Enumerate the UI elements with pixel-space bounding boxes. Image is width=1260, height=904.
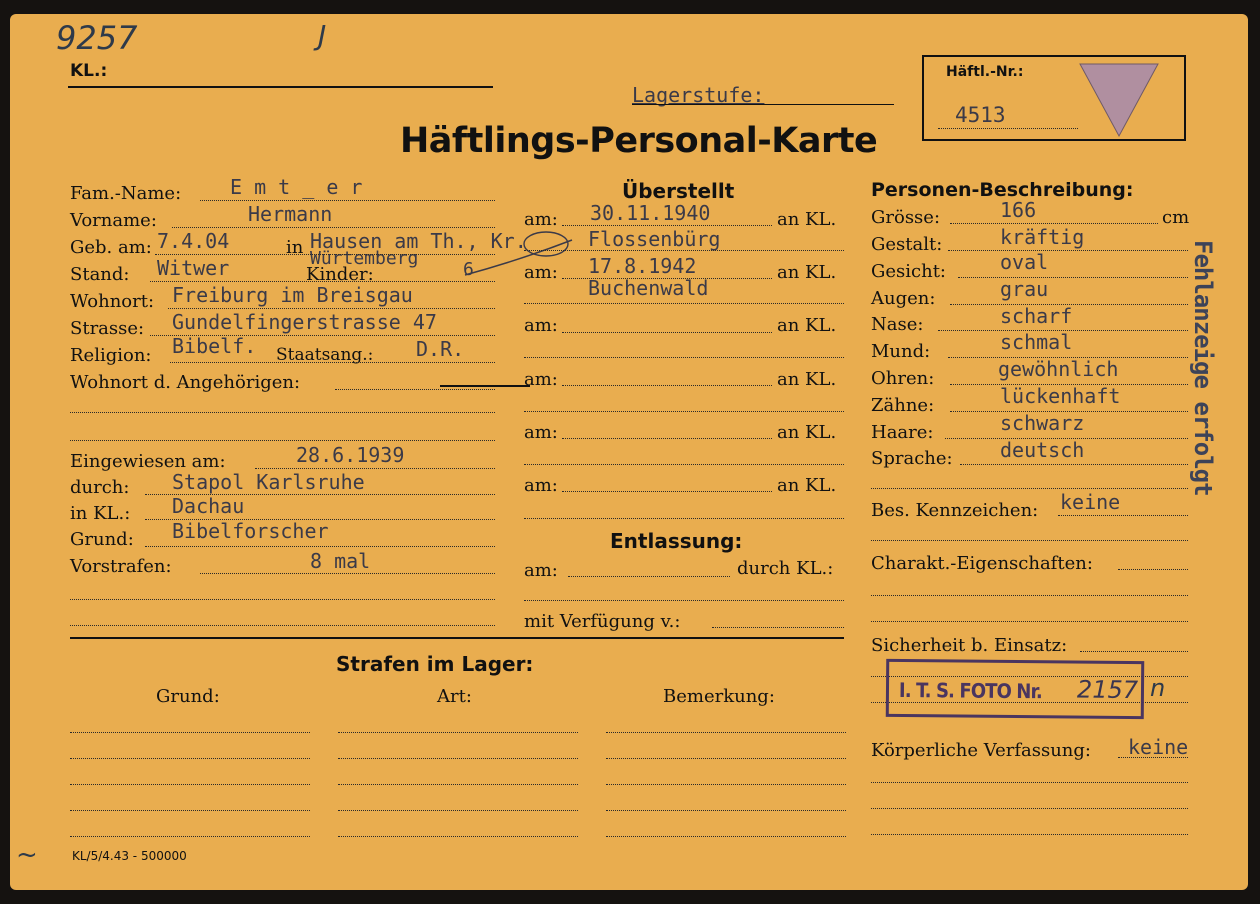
nase-label: Nase: [871,314,924,335]
wohnort-angeh-line-3 [70,440,495,441]
wohnort-angeh-stroke [440,385,530,387]
religion-value: Bibelf. [172,334,257,358]
sicherheit-label: Sicherheit b. Einsatz: [871,635,1068,656]
strafen-heading: Strafen im Lager: [336,652,534,676]
sprache-value: deutsch [1000,438,1085,462]
transfer-an-kl-label-5: an KL. [777,422,837,443]
ueberstellt-heading: Überstellt [622,179,735,203]
transfer-am-label-2: am: [524,262,558,283]
strafen-grund-label: Grund: [156,686,220,707]
strafen-grund-line-4 [70,810,310,811]
vorstrafen-line [200,573,495,574]
staatsang-label: Staatsang.: [276,345,374,365]
birthplace-state: Würtemberg [310,248,419,269]
stand-value: Witwer [157,256,230,280]
charakt-line-2 [871,595,1188,596]
transfer-camp-line-6 [524,518,844,519]
augen-label: Augen: [871,288,936,309]
vorstrafen-line-3 [70,625,495,626]
wohnort-value: Freiburg im Breisgau [172,283,413,307]
koerper-line [1118,757,1188,758]
strafen-grund-line-5 [70,836,310,837]
entlassung-am-label: am: [524,560,558,581]
gestalt-line [948,250,1188,251]
ohren-value: gewöhnlich [998,357,1119,381]
wohnort-angeh-line-1 [335,389,495,390]
wohnort-angeh-line-2 [70,412,495,413]
verfuegung-line [712,627,844,628]
strafen-grund-line-3 [70,784,310,785]
gesicht-line [958,277,1188,278]
handwritten-stroke [460,230,580,283]
groesse-line [950,223,1158,224]
its-foto-stamp [886,659,1144,719]
vorname-value: Hermann [248,202,333,226]
vorstrafen-value: 8 mal [310,549,371,573]
card-title: Häftlings-Personal-Karte [400,121,878,161]
stand-label: Stand: [70,264,130,285]
kl-label: KL.: [70,61,108,81]
gesicht-label: Gesicht: [871,261,946,282]
religion-label: Religion: [70,345,152,366]
strafen-art-line-3 [338,784,578,785]
birthplace-value: Hausen am Th., Kr. [310,229,527,253]
cm-label: cm [1162,207,1190,228]
transfer-camp-line-1 [524,250,844,251]
fam-name-line [200,200,495,201]
strasse-label: Strasse: [70,318,145,339]
gestalt-value: kräftig [1000,225,1085,249]
grund-line [145,546,495,547]
triangle-badge-icon [1078,62,1160,138]
strafen-grund-line-2 [70,758,310,759]
sprache-line [960,464,1188,465]
strafen-bemerkung-label: Bemerkung: [663,686,775,707]
entlassung-am-line [568,576,730,577]
vertical-stamp: Fehlanzeige erfolgt [1189,240,1217,496]
handwritten-mark: J [318,19,327,52]
transfer-camp-line-4 [524,411,844,412]
its-stamp-text: I. T. S. FOTO Nr. [898,677,1042,704]
nase-value: scharf [1000,304,1073,328]
transfer-date-1: 30.11.1940 [590,201,711,225]
entlassung-heading: Entlassung: [610,529,743,553]
groesse-value: 166 [1000,198,1037,222]
mund-value: schmal [1000,330,1073,354]
kennzeichen-line [1058,515,1188,516]
haare-label: Haare: [871,422,934,443]
transfer-an-kl-label-1: an KL. [777,209,837,230]
transfer-date-2: 17.8.1942 [588,254,697,278]
transfer-am-line-5 [562,438,772,439]
koerper-value: keine [1128,735,1189,759]
eingewiesen-line [255,468,495,469]
transfer-an-kl-label-6: an KL. [777,475,837,496]
zaehne-label: Zähne: [871,395,935,416]
kennzeichen-label: Bes. Kennzeichen: [871,500,1039,521]
handwritten-initials: ~ [16,840,38,870]
transfer-am-label-3: am: [524,315,558,336]
fam-name-value: E m t _ e r [230,175,363,199]
gestalt-label: Gestalt: [871,234,943,255]
ohren-label: Ohren: [871,368,935,389]
haeftl-nr-label: Häftl.-Nr.: [946,64,1024,80]
strafen-art-label: Art: [437,686,472,707]
its-stamp-suffix: n [1150,674,1166,702]
strafen-bem-line-5 [606,836,846,837]
haeftl-nr-value: 4513 [955,103,1006,127]
mund-label: Mund: [871,341,931,362]
sicherheit-line [1080,651,1188,652]
transfer-camp-line-5 [524,464,844,465]
durch-value: Stapol Karlsruhe [172,470,365,494]
eingewiesen-value: 28.6.1939 [296,443,405,467]
geb-am-value: 7.4.04 [157,229,230,253]
transfer-camp-2: Buchenwald [588,276,709,300]
kennzeichen-line-2 [871,540,1188,541]
strafen-art-line-4 [338,810,578,811]
transfer-am-label-5: am: [524,422,558,443]
strafen-bem-line-4 [606,810,846,811]
geb-line [155,254,495,255]
its-stamp-number: 2157 [1076,675,1139,705]
kinder-label: Kinder: [306,264,374,285]
koerper-label: Körperliche Verfassung: [871,740,1091,761]
fam-name-label: Fam.-Name: [70,183,182,204]
stand-line [150,281,495,282]
vorname-label: Vorname: [70,210,157,231]
geb-am-label: Geb. am: [70,237,152,258]
charakt-label: Charakt.-Eigenschaften: [871,553,1093,574]
staatsang-value: D.R. [416,337,465,361]
transfer-am-line-4 [562,385,772,386]
augen-value: grau [1000,277,1049,301]
wohnort-line [168,308,495,309]
religion-line [170,362,495,363]
gesicht-value: oval [1000,250,1049,274]
koerper-line-4 [871,834,1188,835]
kennzeichen-value: keine [1060,490,1121,514]
in-kl-value: Dachau [172,494,245,518]
eingewiesen-label: Eingewiesen am: [70,451,226,472]
in-label: in [286,237,304,258]
wohnort-label: Wohnort: [70,291,155,312]
haeftl-nr-line [938,128,1078,129]
transfer-am-label-6: am: [524,475,558,496]
transfer-am-line-3 [562,332,772,333]
strafen-art-line-2 [338,758,578,759]
transfer-an-kl-label-4: an KL. [777,369,837,390]
strasse-value: Gundelfingerstrasse 47 [172,310,437,334]
verfuegung-label: mit Verfügung v.: [524,611,681,632]
transfer-camp-line-2 [524,303,844,304]
kinder-value: 6 [463,259,474,280]
koerper-line-2 [871,782,1188,783]
lagerstufe-line [632,104,894,105]
strafen-bem-line-3 [606,784,846,785]
grund-value: Bibelforscher [172,519,329,543]
grund-label: Grund: [70,529,134,550]
transfer-an-kl-label-2: an KL. [777,262,837,283]
beschreibung-heading: Personen-Beschreibung: [871,179,1134,201]
charakt-line-3 [871,621,1188,622]
strafen-bem-line-2 [606,758,846,759]
vorstrafen-line-2 [70,599,495,600]
sprache-label: Sprache: [871,448,953,469]
sprache-line-2 [871,488,1188,489]
haare-value: schwarz [1000,411,1085,435]
groesse-label: Grösse: [871,207,941,228]
strafen-art-line-5 [338,836,578,837]
entlassung-line-2 [524,600,844,601]
vorstrafen-label: Vorstrafen: [70,556,172,577]
transfer-camp-1: Flossenbürg [588,227,721,251]
handwritten-number: 9257 [56,19,138,57]
vorname-line [172,227,495,228]
charakt-line [1118,569,1188,570]
transfer-an-kl-label-3: an KL. [777,315,837,336]
transfer-am-line-1 [562,225,772,226]
transfer-am-line-6 [562,491,772,492]
koerper-line-3 [871,808,1188,809]
strafen-grund-line-1 [70,732,310,733]
strafen-bem-line-1 [606,732,846,733]
transfer-camp-line-3 [524,357,844,358]
transfer-am-label-1: am: [524,209,558,230]
in-kl-label: in KL.: [70,503,131,524]
form-code: KL/5/4.43 - 500000 [72,849,187,863]
zaehne-value: lückenhaft [1000,384,1121,408]
strafen-art-line-1 [338,732,578,733]
section-divider [70,637,844,639]
kl-line [68,86,493,88]
durch-kl-label: durch KL.: [737,558,834,579]
lagerstufe-label: Lagerstufe: [632,83,765,107]
transfer-am-label-4: am: [524,369,558,390]
wohnort-angeh-label: Wohnort d. Angehörigen: [70,372,301,393]
durch-label: durch: [70,477,130,498]
